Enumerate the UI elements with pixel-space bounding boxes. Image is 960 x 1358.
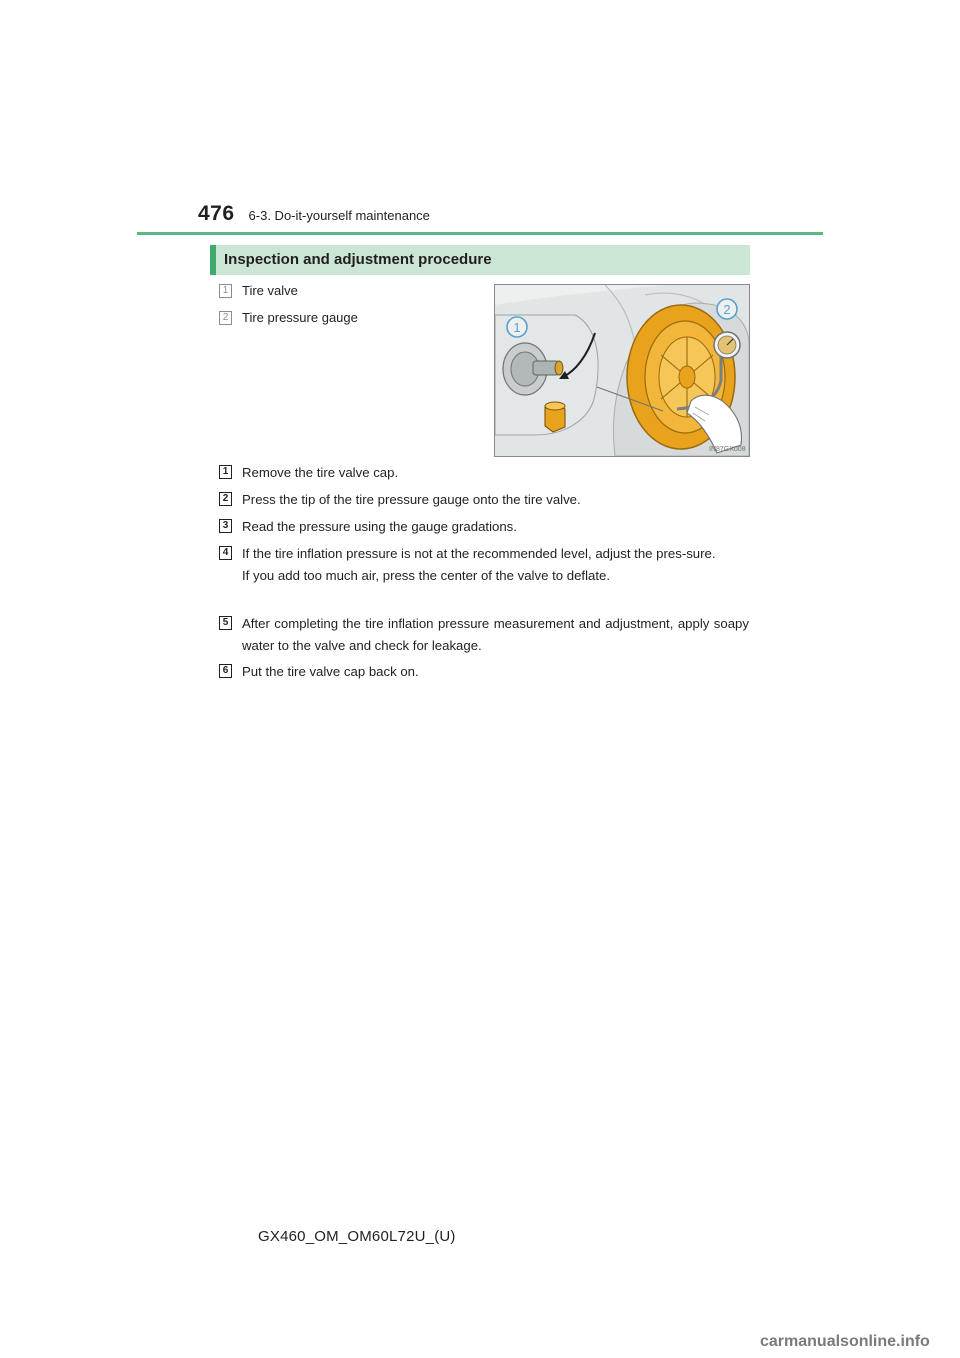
watermark: carmanualsonline.info <box>760 1333 930 1350</box>
step-text: Read the pressure using the gauge gradations. <box>242 519 517 534</box>
step-1 <box>219 462 749 484</box>
step-2 <box>219 489 749 511</box>
step-text: After completing the tire inflation pressure measurement and adjustment, apply soapy water to the valve and check for leakage. <box>242 616 749 653</box>
callout-2-icon <box>717 299 737 319</box>
step-text: Put the tire valve cap back on. <box>242 664 419 679</box>
page-header <box>198 202 430 226</box>
legend-label: Tire pressure gauge <box>242 310 358 325</box>
step-number: 5 <box>219 616 232 630</box>
legend-number: 2 <box>219 311 232 325</box>
illustration-code: IN87GX008 <box>709 446 746 453</box>
step-text: Remove the tire valve cap. <box>242 465 399 480</box>
callout-1-label: 1 <box>513 320 521 335</box>
manual-code: GX460_OM_OM60L72U_(U) <box>258 1228 456 1245</box>
section-heading-bar <box>210 245 216 275</box>
callout-1-icon <box>507 317 527 337</box>
legend-number: 1 <box>219 284 232 298</box>
step-text: If the tire inflation pressure is not at the recommended level, adjust the pres-sure. <box>242 546 716 561</box>
step-number: 2 <box>219 492 232 506</box>
step-number: 4 <box>219 546 232 560</box>
step-6 <box>219 661 749 683</box>
header-rule <box>137 232 823 235</box>
step-number: 1 <box>219 465 232 479</box>
section-title: 6-3. Do-it-yourself maintenance <box>248 208 430 223</box>
callout-2-label: 2 <box>723 302 731 317</box>
step-5 <box>219 613 749 656</box>
step-number: 6 <box>219 664 232 678</box>
section-heading-box <box>210 245 750 275</box>
legend-item-tire-valve <box>219 283 298 298</box>
tire-pressure-drawing <box>495 285 749 456</box>
step-3 <box>219 516 749 538</box>
step-number: 3 <box>219 519 232 533</box>
page-number: 476 <box>198 202 235 225</box>
section-heading: Inspection and adjustment procedure <box>224 251 492 268</box>
legend-label: Tire valve <box>242 283 298 298</box>
step-note: If you add too much air, press the center of the valve to deflate. <box>242 567 611 583</box>
legend-item-tire-pressure-gauge <box>219 310 358 325</box>
tire-pressure-illustration <box>494 284 750 457</box>
step-4 <box>219 543 749 586</box>
step-text: Press the tip of the tire pressure gauge onto the tire valve. <box>242 492 581 507</box>
